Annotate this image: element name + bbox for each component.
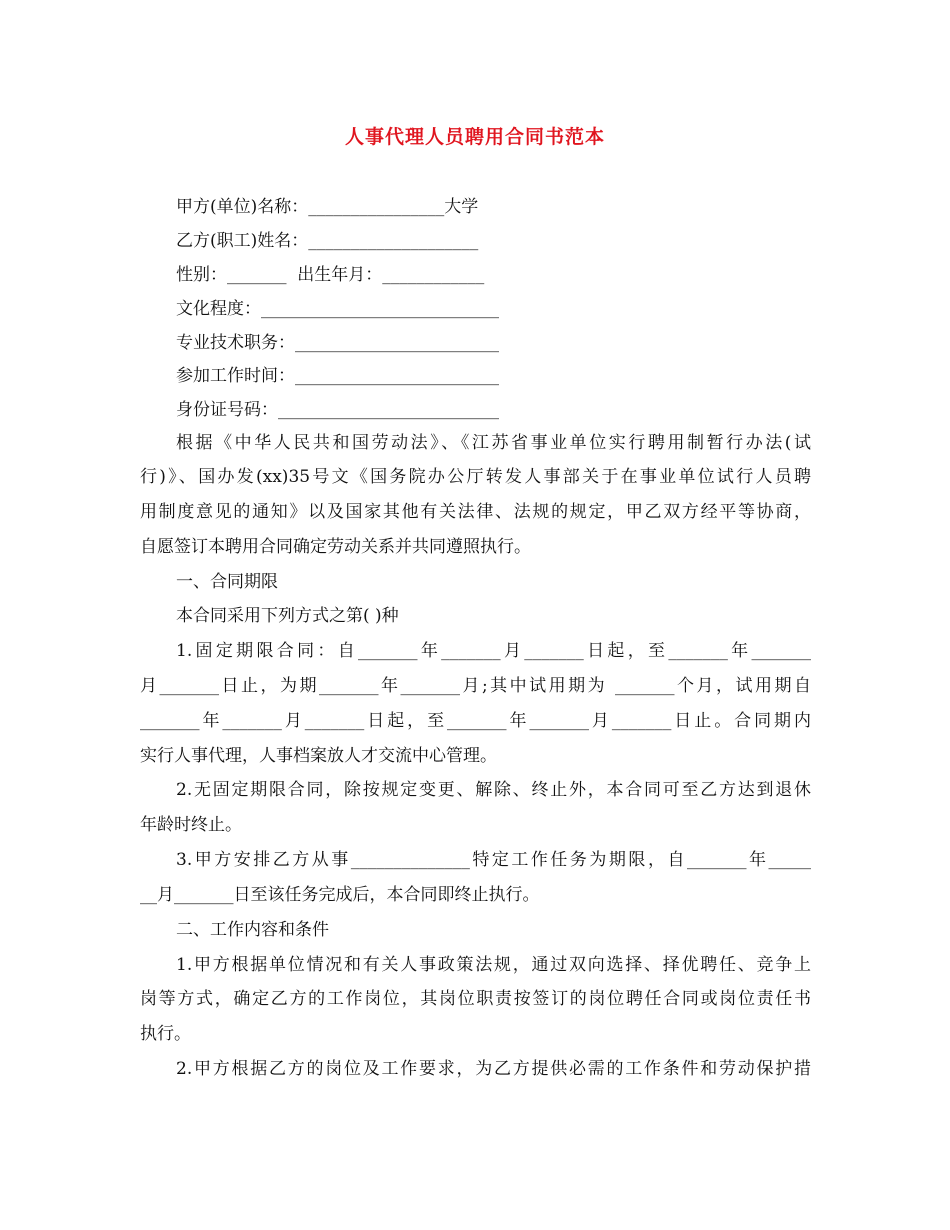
text-line: _______年_______月_______日起，至_______年_______月_______日止。合同期内 (140, 711, 811, 731)
text-line: 年龄时终止。 (140, 815, 242, 835)
text-line: 3.甲方安排乙方从事______________特定工作任务为期限，自_______年_____ (176, 850, 811, 870)
text-line: 根据《中华人民共和国劳动法》、《江苏省事业单位实行聘用制暂行办法(试 (176, 433, 811, 453)
text-line: 岗等方式，确定乙方的工作岗位，其岗位职责按签订的岗位聘任合同或岗位责任书 (140, 989, 811, 1009)
field-employer-name: 甲方(单位)名称：________________大学 (176, 197, 479, 217)
text-line: 执行。 (140, 1024, 191, 1044)
text-line: 月_______日止，为期_______年_______月;其中试用期为 _______个月，试用期自 (140, 676, 811, 696)
text-line: 自愿签订本聘用合同确定劳动关系并共同遵照执行。 (140, 537, 531, 557)
section-heading: 一、合同期限 (176, 572, 278, 592)
section-heading: 二、工作内容和条件 (176, 920, 329, 940)
field-education: 文化程度：____________________________ (176, 299, 499, 319)
field-work-start-date: 参加工作时间：________________________ (176, 366, 499, 386)
field-employee-name: 乙方(职工)姓名：____________________ (176, 231, 479, 251)
text-line: 行)》、国办发(xx)35号文《国务院办公厅转发人事部关于在事业单位试行人员聘 (140, 467, 811, 487)
text-line: 1.甲方根据单位情况和有关人事政策法规，通过双向选择、择优聘任、竞争上 (176, 955, 811, 975)
field-id-number: 身份证号码：__________________________ (176, 400, 499, 420)
field-gender-birth: 性别：_______ 出生年月：____________ (176, 265, 485, 285)
text-line: 2.甲方根据乙方的岗位及工作要求，为乙方提供必需的工作条件和劳动保护措 (176, 1059, 811, 1079)
document-title: 人事代理人员聘用合同书范本 (344, 126, 605, 148)
text-line: 实行人事代理，人事档案放人才交流中心管理。 (140, 746, 497, 766)
text-line: 用制度意见的通知》以及国家其他有关法律、法规的规定，甲乙双方经平等协商， (140, 502, 811, 522)
field-professional-title: 专业技术职务：________________________ (176, 333, 499, 353)
text-line: 1.固定期限合同：自_______年_______月_______日起，至_______年_______ (176, 641, 811, 661)
text-line: __月_______日至该任务完成后，本合同即终止执行。 (140, 885, 540, 905)
text-line: 本合同采用下列方式之第( )种 (176, 606, 399, 626)
text-line: 2.无固定期限合同，除按规定变更、解除、终止外，本合同可至乙方达到退休 (176, 780, 811, 800)
